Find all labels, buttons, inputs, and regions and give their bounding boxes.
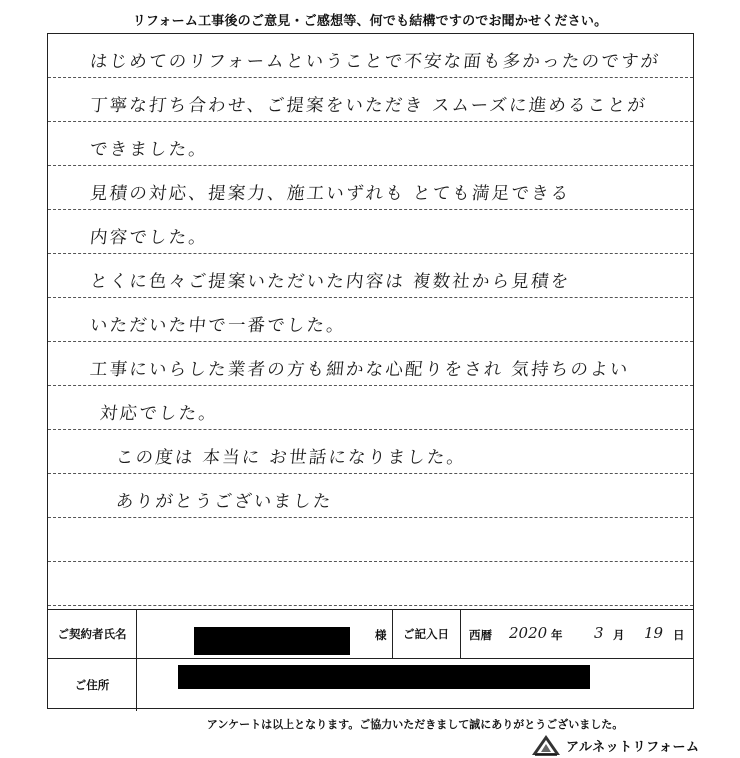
comment-line bbox=[48, 78, 693, 122]
day-unit: 日 bbox=[673, 628, 685, 642]
honorific: 様 bbox=[375, 628, 387, 642]
address-row bbox=[48, 658, 693, 711]
comment-line bbox=[48, 386, 693, 430]
comment-line bbox=[48, 210, 693, 254]
comment-text: とくに色々ご提案いただいた内容は 複数社から見積を bbox=[88, 272, 572, 292]
comment-line bbox=[48, 474, 693, 518]
comment-line bbox=[48, 518, 693, 562]
comment-sheet bbox=[47, 33, 694, 709]
comment-text: ありがとうございました bbox=[114, 492, 334, 512]
comment-line bbox=[48, 562, 693, 606]
comment-text: 対応でした。 bbox=[98, 404, 220, 424]
company-logo bbox=[531, 734, 699, 756]
comment-line bbox=[48, 166, 693, 210]
month-value: 3 bbox=[594, 624, 604, 642]
comment-text: 内容でした。 bbox=[88, 228, 210, 248]
survey-header: リフォーム工事後のご意見・ご感想等、何でも結構ですのでお聞かせください。 bbox=[132, 14, 608, 29]
redacted-address bbox=[178, 665, 590, 689]
era-label: 西暦 bbox=[469, 628, 492, 642]
contact-form bbox=[48, 609, 693, 711]
comment-line bbox=[48, 342, 693, 386]
survey-footer: アンケートは以上となります。ご協力いただきまして誠にありがとうございました。 bbox=[206, 718, 624, 731]
month-unit: 月 bbox=[613, 628, 625, 642]
comment-text: できました。 bbox=[88, 140, 210, 160]
date-label: ご記入日 bbox=[392, 610, 461, 658]
comment-text: この度は 本当に お世話になりました。 bbox=[114, 448, 468, 468]
redacted-contractor-name bbox=[194, 627, 350, 655]
comment-text: 工事にいらした業者の方も細かな心配りをされ 気持ちのよい bbox=[88, 360, 631, 380]
comment-line bbox=[48, 430, 693, 474]
logo-text: アルネットリフォーム bbox=[566, 739, 700, 755]
comment-line bbox=[48, 34, 693, 78]
year-unit: 年 bbox=[551, 628, 563, 642]
logo-mark-icon bbox=[531, 734, 561, 756]
day-value: 19 bbox=[644, 624, 664, 642]
comment-text: 丁寧な打ち合わせ、ご提案をいただき スムーズに進めることが bbox=[88, 96, 648, 116]
comment-line bbox=[48, 254, 693, 298]
contractor-date-row bbox=[48, 610, 693, 659]
contractor-name-label: ご契約者氏名 bbox=[48, 610, 137, 658]
comment-text: はじめてのリフォームということで不安な面も多かったのですが bbox=[88, 52, 662, 72]
year-value: 2020 bbox=[509, 624, 548, 642]
address-label: ご住所 bbox=[48, 658, 137, 711]
comment-text: 見積の対応、提案力、施工いずれも とても満足できる bbox=[88, 184, 572, 204]
comment-line bbox=[48, 298, 693, 342]
comment-line bbox=[48, 122, 693, 166]
comment-text: いただいた中で一番でした。 bbox=[88, 316, 348, 336]
